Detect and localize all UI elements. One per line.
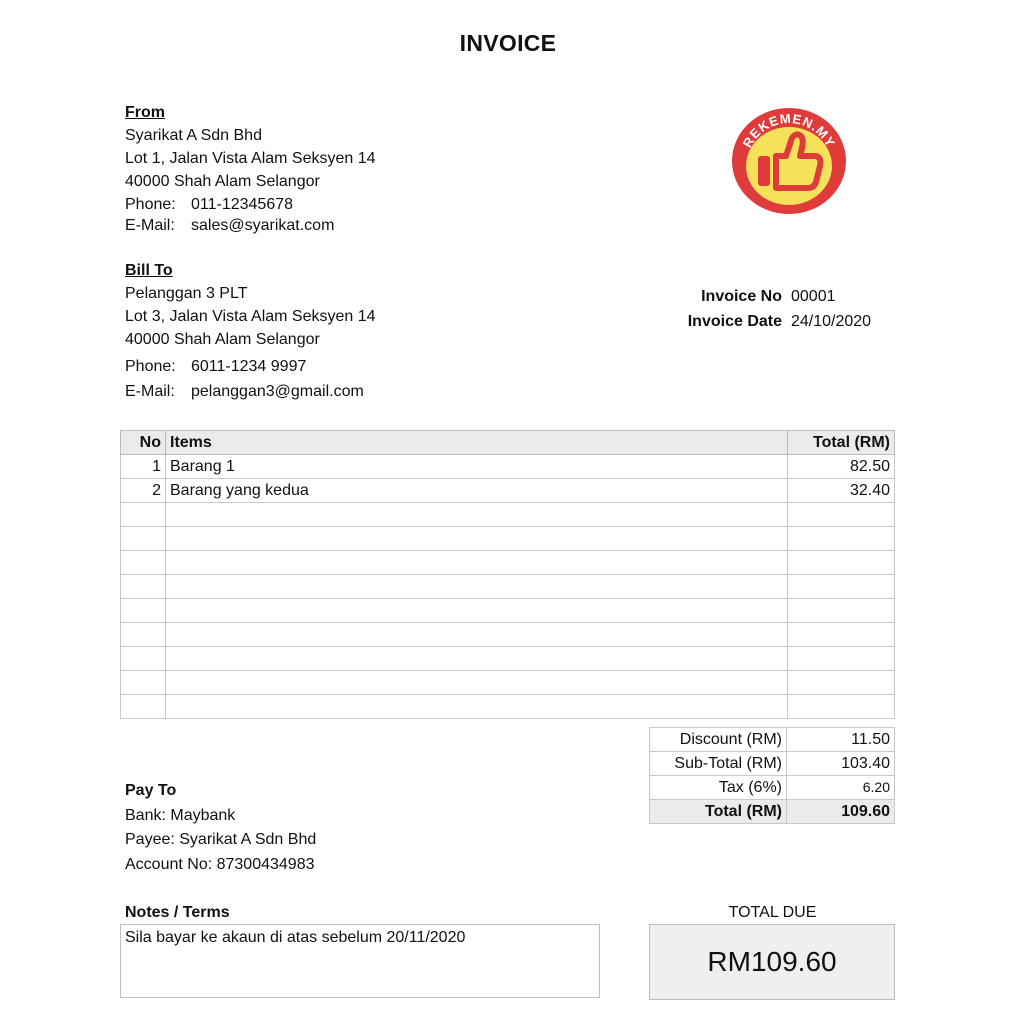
bill-to-email: pelanggan3@gmail.com (191, 383, 364, 400)
invoice-meta (640, 284, 871, 334)
from-phone-label: Phone: (125, 196, 176, 213)
total-due-box (649, 924, 895, 1000)
row-no (121, 503, 166, 527)
header-no: No (121, 431, 166, 455)
from-heading: From (125, 104, 165, 121)
row-no (121, 527, 166, 551)
table-row (121, 647, 895, 671)
table-row (121, 575, 895, 599)
table-row (121, 455, 895, 479)
pay-to-bank: Bank: Maybank (125, 806, 236, 824)
row-item (166, 647, 788, 671)
row-item: Barang yang kedua (166, 479, 788, 503)
from-company: Syarikat A Sdn Bhd (125, 127, 262, 144)
summary-table (649, 727, 895, 824)
bill-to-name: Pelanggan 3 PLT (125, 285, 248, 302)
discount-row (650, 728, 895, 752)
tax-label: Tax (6%) (650, 776, 787, 800)
header-total: Total (RM) (788, 431, 895, 455)
discount-value: 11.50 (787, 728, 895, 752)
from-section (125, 101, 376, 237)
invoice-title: INVOICE (459, 30, 557, 56)
table-row (121, 551, 895, 575)
row-item (166, 599, 788, 623)
table-row (121, 599, 895, 623)
header-items: Items (166, 431, 788, 455)
bill-to-email-row (125, 380, 376, 403)
row-total (788, 695, 895, 719)
row-item (166, 503, 788, 527)
row-total (788, 551, 895, 575)
bill-to-heading: Bill To (125, 262, 173, 279)
row-total (788, 575, 895, 599)
row-item (166, 695, 788, 719)
tax-value: 6.20 (787, 776, 895, 800)
invoice-no-label: Invoice No (701, 288, 782, 305)
row-no (121, 575, 166, 599)
bill-to-address1: Lot 3, Jalan Vista Alam Seksyen 14 (125, 308, 376, 325)
table-row (121, 503, 895, 527)
row-no: 1 (121, 455, 166, 479)
discount-label: Discount (RM) (650, 728, 787, 752)
notes-box (120, 924, 600, 998)
row-item (166, 623, 788, 647)
rekemen-logo (730, 106, 848, 216)
row-item (166, 551, 788, 575)
from-phone: 011-12345678 (191, 196, 294, 213)
row-total (788, 623, 895, 647)
row-no (121, 599, 166, 623)
tax-row (650, 776, 895, 800)
notes-text: Sila bayar ke akaun di atas sebelum 20/11/2020 (125, 929, 466, 946)
row-total (788, 527, 895, 551)
bill-to-section (125, 259, 376, 403)
total-value: 109.60 (787, 800, 895, 824)
from-email-label: E-Mail: (125, 217, 175, 234)
invoice-date-row (640, 309, 871, 334)
total-label: Total (RM) (650, 800, 787, 824)
row-item (166, 671, 788, 695)
row-item: Barang 1 (166, 455, 788, 479)
row-total: 32.40 (788, 479, 895, 503)
invoice-date-label: Invoice Date (687, 313, 782, 330)
invoice-no-row (640, 284, 871, 309)
table-row (121, 527, 895, 551)
bill-to-phone-label: Phone: (125, 358, 176, 375)
subtotal-row (650, 752, 895, 776)
pay-to-heading: Pay To (125, 782, 177, 799)
table-row (121, 479, 895, 503)
total-due-label: TOTAL DUE (728, 904, 817, 921)
row-no (121, 695, 166, 719)
row-no (121, 623, 166, 647)
table-row (121, 623, 895, 647)
bill-to-email-label: E-Mail: (125, 383, 175, 400)
items-body (121, 455, 895, 719)
bill-to-phone: 6011-1234 9997 (191, 358, 307, 375)
invoice-no: 00001 (791, 288, 836, 305)
table-row (121, 671, 895, 695)
table-row (121, 695, 895, 719)
from-phone-row (125, 193, 376, 216)
from-email-row (125, 214, 376, 237)
row-no: 2 (121, 479, 166, 503)
row-item (166, 527, 788, 551)
row-total (788, 647, 895, 671)
bill-to-phone-row (125, 355, 376, 378)
notes-heading: Notes / Terms (125, 904, 230, 921)
row-no (121, 551, 166, 575)
row-no (121, 671, 166, 695)
row-no (121, 647, 166, 671)
pay-to-account: Account No: 87300434983 (125, 855, 315, 873)
invoice-date: 24/10/2020 (791, 313, 872, 330)
pay-to-payee: Payee: Syarikat A Sdn Bhd (125, 831, 317, 848)
row-total (788, 599, 895, 623)
row-total: 82.50 (788, 455, 895, 479)
from-address1: Lot 1, Jalan Vista Alam Seksyen 14 (125, 150, 376, 167)
row-item (166, 575, 788, 599)
items-header-row (121, 431, 895, 455)
subtotal-value: 103.40 (787, 752, 895, 776)
subtotal-label: Sub-Total (RM) (650, 752, 787, 776)
bill-to-address2: 40000 Shah Alam Selangor (125, 331, 320, 348)
total-row (650, 800, 895, 824)
logo-text: REKEMEN.MY (739, 110, 839, 151)
from-email: sales@syarikat.com (191, 217, 335, 234)
items-table (120, 430, 895, 719)
row-total (788, 503, 895, 527)
total-due-amount: RM109.60 (707, 946, 837, 977)
from-address2: 40000 Shah Alam Selangor (125, 173, 320, 190)
row-total (788, 671, 895, 695)
pay-to-section (125, 779, 316, 877)
